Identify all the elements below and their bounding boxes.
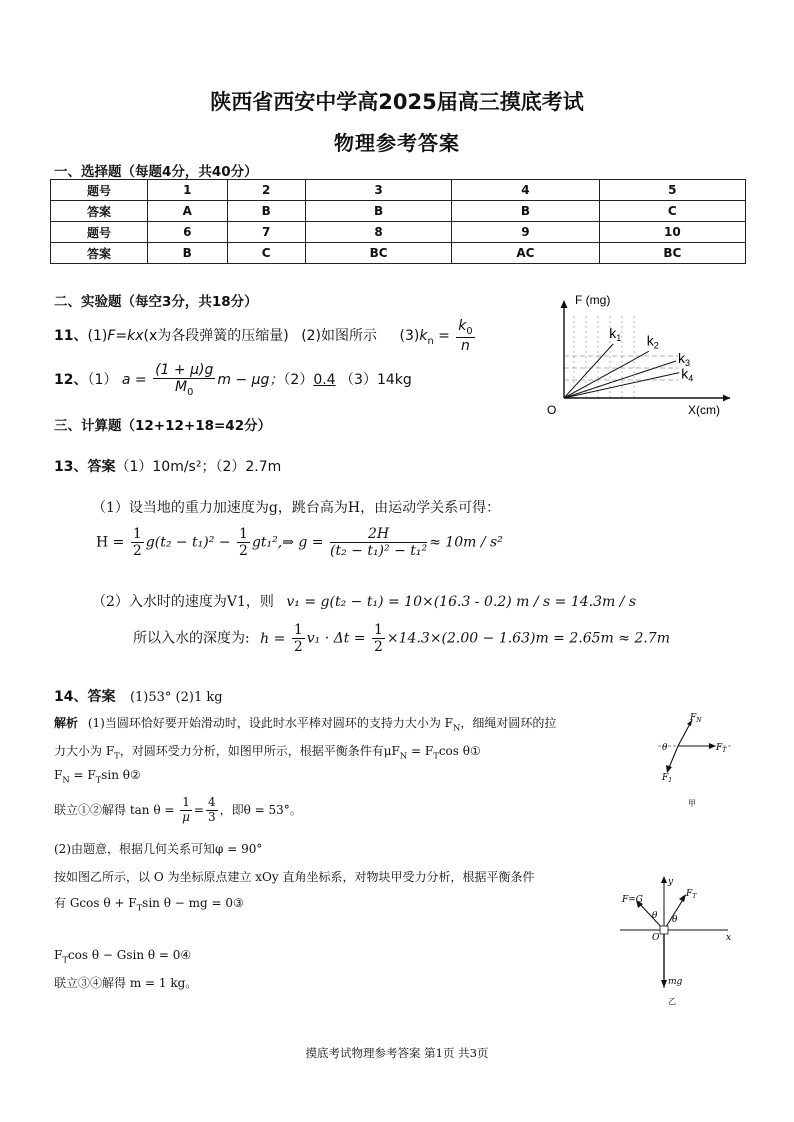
q13-g-fraction xyxy=(330,526,427,559)
q13-step2-text: （2）入水时的速度为V1，则 xyxy=(92,594,274,610)
q14-line3 xyxy=(54,768,141,784)
answer-table-cell: B xyxy=(148,243,228,264)
q14-l1-end: ，细绳对圆环的拉 xyxy=(460,716,557,730)
q12-answer2: 0.4 xyxy=(313,372,336,389)
q14-l3-subT: T xyxy=(95,774,102,785)
graph-label-sub: 3 xyxy=(685,358,691,369)
q14-line5: (2)由题意，根据几何关系可知φ = 90° xyxy=(54,842,263,856)
answer-table-row xyxy=(51,201,746,222)
jia-f1-sub: 1 xyxy=(668,777,673,784)
yi-y-label: y xyxy=(668,877,674,887)
answer-table-cell: 8 xyxy=(305,222,451,243)
answer-table-row-label: 答案 xyxy=(51,243,148,264)
q14-l3-end: = F xyxy=(69,768,96,782)
q12-number: 12、 xyxy=(54,372,88,389)
q12-a-rest: m − μg； xyxy=(217,372,284,389)
q14-l4-den2: 3 xyxy=(207,809,216,824)
q14-l7: 有 Gcos θ + F xyxy=(54,896,137,910)
yi-origin: O xyxy=(652,933,660,943)
yi-ft-arrowhead-icon xyxy=(679,894,686,902)
q13-eq3-b: v₁ · Δt = xyxy=(306,630,366,647)
q14-line2 xyxy=(54,742,481,760)
q14-number: 14、答案 xyxy=(54,689,116,705)
graph-xlabel: X(cm) xyxy=(688,403,720,417)
answer-table-cell: 2 xyxy=(227,180,305,201)
q11-fraction xyxy=(456,318,474,354)
q12-part1: （1） xyxy=(87,372,118,389)
graph-label-letter: k xyxy=(681,365,689,382)
q13-eq3-a: h = xyxy=(260,630,286,647)
answer-table-cell: 9 xyxy=(452,222,599,243)
q11-part2: (2)如图所示 xyxy=(301,328,378,345)
q13-eq1-num: 2H xyxy=(367,526,390,542)
yi-ft-label xyxy=(685,889,697,900)
q13-half-d xyxy=(372,622,385,655)
yi-mg-label: mg xyxy=(668,977,683,987)
answer-table-cell: B xyxy=(452,201,599,222)
q11-note: (x为各段弹簧的压缩量) xyxy=(143,328,289,345)
answer-table xyxy=(50,179,746,264)
q12-a-num: (1 + μ)g xyxy=(155,362,214,378)
y-arrow-icon xyxy=(561,300,568,308)
q14-line1 xyxy=(54,714,644,732)
yi-x-label: x xyxy=(726,933,732,943)
page-subtitle: 物理参考答案 xyxy=(334,131,460,155)
answer-table-row xyxy=(51,243,746,264)
q12-part2: （2） xyxy=(283,372,314,389)
q12-a-lhs: a = xyxy=(121,372,147,389)
q14-l4-num2: 4 xyxy=(207,795,216,809)
q14-l4: 联立①②解得 tan θ = xyxy=(54,802,175,817)
q12-part3: （3）14kg xyxy=(340,372,412,389)
q13-answer xyxy=(54,456,281,476)
q14-l4-mid: = xyxy=(193,802,204,817)
q14-line6: 按如图乙所示，以 O 为坐标原点建立 xOy 直角坐标系，对物块甲受力分析，根据平衡条件 xyxy=(54,870,535,884)
q14-l7-subT: T xyxy=(136,902,143,913)
q13-number: 13、答案 xyxy=(54,459,116,475)
q14-l2-end: ，对圆环受力分析，如图甲所示，根据平衡条件有μF xyxy=(119,744,400,758)
graph-ylabel: F (mg) xyxy=(575,293,611,307)
answer-table-cell: 7 xyxy=(227,222,305,243)
q11-number: 11、 xyxy=(54,328,88,345)
q13-half-b-den: 2 xyxy=(239,543,248,560)
q14-l2-subT: T xyxy=(433,750,439,761)
q13-half-b xyxy=(237,526,250,559)
q13-half-a xyxy=(131,526,144,559)
q12-a-den-sub: 0 xyxy=(187,386,194,398)
q11-eq: F=kx xyxy=(107,328,144,345)
answer-table-cell: 6 xyxy=(148,222,228,243)
answer-table-cell: 5 xyxy=(599,180,745,201)
graph-label-letter: k xyxy=(646,332,654,349)
jia-f1-arrowhead-icon xyxy=(666,765,672,773)
q11: 11、(1)F=kx(x为各段弹簧的压缩量) (2)如图所示 $(3)k_n$ = $\frac{k_0}{n}$ xyxy=(54,318,473,355)
q14-frac2 xyxy=(206,796,218,825)
graph-label-k2 xyxy=(647,332,659,350)
q13-step2 xyxy=(92,591,636,611)
q14-l2: 力大小为 F xyxy=(54,744,115,758)
answer-table-row-label: 答案 xyxy=(51,201,148,222)
q13-step3 xyxy=(133,622,670,655)
q14-l4-end: ，即θ = 53°。 xyxy=(219,802,302,817)
figure-jia xyxy=(650,708,736,808)
q14-l2-end2: = F xyxy=(407,744,434,758)
q14-l3-end2: sin θ② xyxy=(101,768,141,782)
q14-l1-sub: N xyxy=(453,722,461,733)
q13-half-a-den: 2 xyxy=(132,543,142,560)
q13-eq1-den: (t₂ − t₁)² − t₁² xyxy=(329,543,428,560)
q13-half-d-num: 1 xyxy=(374,622,383,638)
q13-half-d-den: 2 xyxy=(374,639,383,656)
jia-f1: F xyxy=(662,773,669,783)
q13-step3-text: 所以入水的深度为: xyxy=(133,630,250,647)
jia-theta: θ xyxy=(662,743,668,753)
yi-theta1: θ xyxy=(652,911,658,921)
q14-l2-end3: cos θ① xyxy=(438,744,481,758)
q13-eq3-c: ×14.3×(2.00 − 1.63)m = 2.65m ≈ 2.7m xyxy=(386,630,670,647)
q11-k-num: k xyxy=(458,318,467,334)
q11-k-num-sub: 0 xyxy=(466,325,473,337)
q14-line4 xyxy=(54,796,302,825)
jia-ft-sub: T xyxy=(722,747,727,754)
q13-half-c-den: 2 xyxy=(293,639,303,656)
answer-table-cell: B xyxy=(227,201,305,222)
answer-table-cell: BC xyxy=(599,243,745,264)
q14-l2-sub: T xyxy=(114,750,120,761)
q11-k-lhs: k xyxy=(419,328,428,345)
q13-half-b-num: 1 xyxy=(239,526,248,542)
graph-label-letter: k xyxy=(609,324,617,341)
answer-table-cell: B xyxy=(305,201,451,222)
yi-ft-arrow xyxy=(664,898,684,930)
q13-eq1-end: ≈ 10m / s² xyxy=(429,534,503,551)
graph-label-k4 xyxy=(681,366,693,384)
answer-table-cell: C xyxy=(599,201,745,222)
graph-label-sub: 1 xyxy=(616,332,622,343)
q14-answer-text: (1)53° (2)1 kg xyxy=(129,690,223,705)
answer-table-cell: A xyxy=(148,201,228,222)
jia-f1-label xyxy=(661,773,672,784)
q14-answer xyxy=(54,686,223,706)
yi-fg-label: F=G xyxy=(622,895,643,905)
yi-mg-arrowhead-icon xyxy=(661,980,667,988)
yi-y-arrowhead-icon xyxy=(661,876,667,883)
q13-answer-text: （1）10m/s²；（2）2.7m xyxy=(115,459,282,475)
q13-eq1-lhs: H = xyxy=(96,534,125,551)
answer-table-cell: 4 xyxy=(452,180,599,201)
q14-l2-subN: N xyxy=(399,750,408,761)
jia-ft-arrowhead-icon xyxy=(709,743,716,749)
q14-label: 解析 xyxy=(54,716,79,730)
q14-l3: F xyxy=(54,768,63,782)
section3-heading: 三、计算题（12+12+18=42分） xyxy=(54,418,272,434)
spring-graph xyxy=(538,290,738,422)
q11-part1: (1) xyxy=(87,328,108,345)
x-arrow-icon xyxy=(723,395,730,402)
q13-step1: （1）设当地的重力加速度为g，跳台高为H，由运动学关系可得： xyxy=(92,500,501,516)
q14-l4-den: μ xyxy=(182,809,190,824)
q14-line8 xyxy=(54,948,191,964)
q14-l1: (1)当圆环恰好要开始滑动时，设此时水平棒对圆环的支持力大小为 F xyxy=(87,716,453,730)
yi-theta2: θ xyxy=(672,915,678,925)
q13-eq1-mid2: gt₁²,⇒ g = xyxy=(251,534,324,551)
q14-l8: F xyxy=(54,948,63,962)
q14-line7 xyxy=(54,894,244,912)
jia-caption: 甲 xyxy=(688,799,696,808)
q13-eq2: v₁ = g(t₂ − t₁) = 10×(16.3 - 0.2) m / s = 14.3m / s xyxy=(286,594,637,610)
q13-eq1 xyxy=(96,526,503,559)
q12-fraction xyxy=(153,362,215,398)
answer-table-row-label: 题号 xyxy=(51,222,148,243)
yi-block xyxy=(660,926,668,934)
q14-l3-subN: N xyxy=(62,774,70,785)
yi-ft: F xyxy=(686,889,693,899)
q11-k-sub: n xyxy=(427,335,434,347)
graph-label-sub: 4 xyxy=(688,373,694,384)
q11-part3: (3) xyxy=(399,328,420,345)
page-footer: 摸底考试物理参考答案 第1页 共3页 xyxy=(305,1046,489,1060)
section1-heading: 一、选择题（每题4分，共40分） xyxy=(54,164,258,180)
answer-table-cell: AC xyxy=(452,243,599,264)
answer-table-cell: C xyxy=(227,243,305,264)
section2-heading: 二、实验题（每空3分，共18分） xyxy=(54,294,258,310)
answer-table-cell: 1 xyxy=(148,180,228,201)
answer-table-row xyxy=(51,222,746,243)
answer-table-cell: 3 xyxy=(305,180,451,201)
jia-ft-label xyxy=(715,743,727,754)
graph-label-letter: k xyxy=(678,350,686,367)
q14-l8-subT: T xyxy=(62,954,68,965)
graph-line-k4 xyxy=(564,373,679,398)
jia-fn-sub: N xyxy=(696,717,702,724)
jia-ft: F xyxy=(716,743,723,753)
answer-table-row-label: 题号 xyxy=(51,180,148,201)
q12 xyxy=(54,362,412,398)
q14-l4-num: 1 xyxy=(182,795,190,809)
jia-fn: F xyxy=(690,713,697,723)
page-title: 陕西省西安中学高2025届高三摸底考试 xyxy=(210,90,584,114)
q11-k-den: n xyxy=(461,338,470,355)
q13-half-a-num: 1 xyxy=(132,526,142,542)
q14-frac1 xyxy=(180,796,192,825)
answer-table-cell: 10 xyxy=(599,222,745,243)
q14-line9: 联立③④解得 m = 1 kg。 xyxy=(54,976,198,990)
answer-table-row xyxy=(51,180,746,201)
yi-caption: 乙 xyxy=(668,997,676,1006)
q13-eq1-mid: g(t₂ − t₁)² − xyxy=(145,534,231,551)
q14-l7-end: sin θ − mg = 0③ xyxy=(142,896,244,910)
yi-ft-sub: T xyxy=(692,893,697,900)
q13-half-c-num: 1 xyxy=(293,622,303,638)
q12-a-den: M xyxy=(175,379,188,396)
graph-label-sub: 2 xyxy=(653,340,659,351)
graph-label-k1 xyxy=(609,325,621,343)
q13-half-c xyxy=(292,622,305,655)
q14-l8-end: cos θ − Gsin θ = 0④ xyxy=(67,948,192,962)
jia-fn-label xyxy=(689,713,702,724)
answer-table-cell: BC xyxy=(305,243,451,264)
figure-yi xyxy=(614,870,738,1010)
graph-origin: O xyxy=(547,403,557,417)
